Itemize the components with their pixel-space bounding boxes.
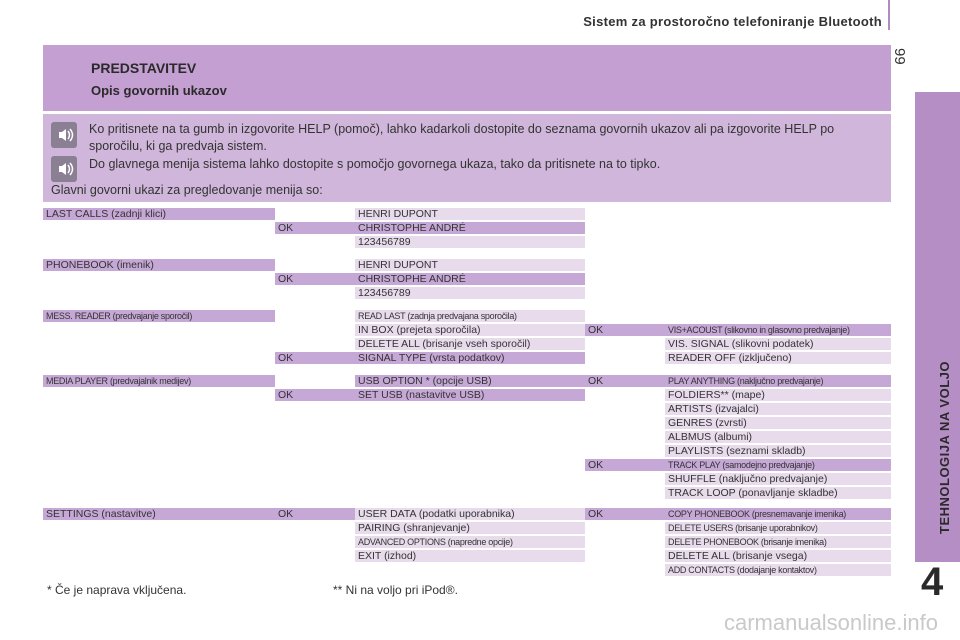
chapter-side-tab (915, 92, 960, 562)
menu-cell-c3: PAIRING (shranjevanje) (355, 522, 585, 534)
footnote-device-on: * Če je naprava vključena. (47, 583, 187, 597)
menu-cell-c1: MESS. READER (predvajanje sporočil) (43, 310, 275, 322)
menu-cell-c3: USB OPTION * (opcije USB) (355, 375, 585, 387)
menu-cell-c5: DELETE ALL (brisanje vsega) (665, 550, 891, 562)
menu-cell-c3: 123456789 (355, 287, 585, 299)
menu-cell-c5: PLAYLISTS (seznami skladb) (665, 445, 891, 457)
menu-cell-c1: PHONEBOOK (imenik) (43, 259, 275, 271)
page-number: 99 (891, 48, 908, 65)
menu-cell-c5: ALBMUS (albumi) (665, 431, 891, 443)
menu-cell-c3: HENRI DUPONT (355, 259, 585, 271)
section-title-box (43, 45, 891, 111)
menu-cell-c5: TRACK PLAY (samodejno predvajanje) (665, 459, 891, 471)
section-title: PREDSTAVITEV (91, 60, 197, 76)
header-divider (888, 0, 890, 30)
menu-cell-c2: OK (275, 508, 355, 520)
footnote-ipod: ** Ni na voljo pri iPod®. (333, 583, 458, 597)
menu-cell-c3: CHRISTOPHE ANDRÉ (355, 273, 585, 285)
menu-cell-c1: SETTINGS (nastavitve) (43, 508, 275, 520)
menu-cell-c4: OK (585, 375, 665, 387)
menu-cell-c5: PLAY ANYTHING (naključno predvajanje) (665, 375, 891, 387)
menu-cell-c4: OK (585, 508, 665, 520)
watermark: carmanualsonline.info (723, 610, 938, 635)
menu-cell-c5: GENRES (zvrsti) (665, 417, 891, 429)
menu-cell-c3: DELETE ALL (brisanje vseh sporočil) (355, 338, 585, 350)
menu-cell-c5: FOLDIERS** (mape) (665, 389, 891, 401)
menu-cell-c3: IN BOX (prejeta sporočila) (355, 324, 585, 336)
menu-cell-c5: VIS. SIGNAL (slikovni podatek) (665, 338, 891, 350)
menu-cell-c5: TRACK LOOP (ponavljanje skladbe) (665, 487, 891, 499)
menu-cell-c5: SHUFFLE (naključno predvajanje) (665, 473, 891, 485)
menu-cell-c5: COPY PHONEBOOK (presnemavanje imenika) (665, 508, 891, 520)
section-subtitle: Opis govornih ukazov (91, 83, 227, 98)
menu-cell-c3: CHRISTOPHE ANDRÉ (355, 222, 585, 234)
intro-box (43, 114, 891, 202)
menu-cell-c2: OK (275, 222, 355, 234)
header-title: Sistem za prostoročno telefoniranje Bluetooth (583, 14, 882, 29)
menu-cell-c4: OK (585, 459, 665, 471)
intro-menu-text: Do glavnega menija sistema lahko dostopite s pomočjo govornega ukaza, tako da pritisnete na to tipko. (89, 157, 661, 171)
menu-cell-c5: ADD CONTACTS (dodajanje kontaktov) (665, 564, 891, 576)
menu-cell-c3: USER DATA (podatki uporabnika) (355, 508, 585, 520)
menu-cell-c5: VIS+ACOUST (slikovno in glasovno predvajanje) (665, 324, 891, 336)
menu-cell-c5: ARTISTS (izvajalci) (665, 403, 891, 415)
menu-cell-c3: SIGNAL TYPE (vrsta podatkov) (355, 352, 585, 364)
voice-command-icon (51, 156, 77, 182)
menu-cell-c3: HENRI DUPONT (355, 208, 585, 220)
chapter-number: 4 (921, 560, 944, 604)
menu-cell-c3: SET USB (nastavitve USB) (355, 389, 585, 401)
menu-cell-c2: OK (275, 273, 355, 285)
menu-cell-c5: DELETE PHONEBOOK (brisanje imenika) (665, 536, 891, 548)
menu-cell-c4: OK (585, 324, 665, 336)
menu-cell-c3: ADVANCED OPTIONS (napredne opcije) (355, 536, 585, 548)
menu-cell-c1: MEDIA PLAYER (predvajalnik medijev) (43, 375, 275, 387)
chapter-label: TEHNOLOGIJA NA VOLJO (937, 361, 952, 534)
menu-cell-c1: LAST CALLS (zadnji klici) (43, 208, 275, 220)
menu-cell-c2: OK (275, 389, 355, 401)
menu-cell-c5: READER OFF (izključeno) (665, 352, 891, 364)
intro-main-commands-text: Glavni govorni ukazi za pregledovanje menija so: (51, 183, 323, 197)
intro-help-text: Ko pritisnete na ta gumb in izgovorite HELP (pomoč), lahko kadarkoli dostopite do seznama govornih ukazov ali pa izgovorite HELP po sporočilu, ki ga predvaja sistem. (89, 122, 835, 153)
menu-cell-c2: OK (275, 352, 355, 364)
voice-command-icon (51, 122, 77, 148)
menu-cell-c5: DELETE USERS (brisanje uporabnikov) (665, 522, 891, 534)
menu-cell-c3: EXIT (izhod) (355, 550, 585, 562)
menu-cell-c3: 123456789 (355, 236, 585, 248)
menu-cell-c3: READ LAST (zadnja predvajana sporočila) (355, 310, 585, 322)
